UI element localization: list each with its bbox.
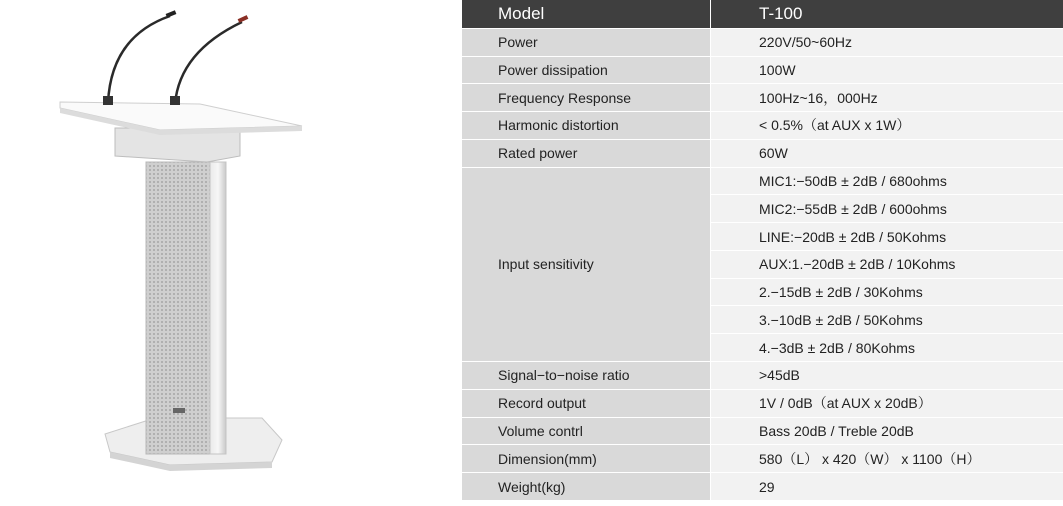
- spec-value: 4.−3dB ± 2dB / 80Kohms: [711, 334, 1063, 362]
- spec-value: 29: [711, 473, 1063, 501]
- table-row: [462, 139, 1063, 167]
- spec-value: 2.−15dB ± 2dB / 30Kohms: [711, 278, 1063, 306]
- header-label: Model: [462, 0, 711, 28]
- spec-value: MIC2:−55dB ± 2dB / 600ohms: [711, 195, 1063, 223]
- table-row: [462, 84, 1063, 112]
- table-row: [462, 56, 1063, 84]
- spec-header-row: [462, 0, 1063, 28]
- table-row: [462, 167, 1063, 195]
- spec-value: < 0.5%（at AUX x 1W）: [711, 112, 1063, 140]
- spec-label: Volume contrl: [462, 417, 711, 445]
- table-row: [462, 445, 1063, 473]
- spec-value: 580（L） x 420（W） x 1100（H）: [711, 445, 1063, 473]
- spec-value: 3.−10dB ± 2dB / 50Kohms: [711, 306, 1063, 334]
- spec-value: 60W: [711, 139, 1063, 167]
- spec-label: Signal−to−noise ratio: [462, 361, 711, 389]
- product-photo: [0, 0, 460, 501]
- spec-value: >45dB: [711, 361, 1063, 389]
- spec-value: LINE:−20dB ± 2dB / 50Kohms: [711, 223, 1063, 251]
- spec-value: 100W: [711, 56, 1063, 84]
- spec-label: Weight(kg): [462, 473, 711, 501]
- spec-value: Bass 20dB / Treble 20dB: [711, 417, 1063, 445]
- table-row: [462, 473, 1063, 501]
- spec-value: 1V / 0dB（at AUX x 20dB）: [711, 389, 1063, 417]
- spec-label: Harmonic distortion: [462, 112, 711, 140]
- spec-label: Dimension(mm): [462, 445, 711, 473]
- table-row: [462, 28, 1063, 56]
- table-row: [462, 361, 1063, 389]
- spec-value: 100Hz~16，000Hz: [711, 84, 1063, 112]
- table-row: [462, 112, 1063, 140]
- table-row: [462, 417, 1063, 445]
- spec-label: Input sensitivity: [462, 167, 711, 361]
- spec-label: Record output: [462, 389, 711, 417]
- spec-label: Power dissipation: [462, 56, 711, 84]
- spec-value: MIC1:−50dB ± 2dB / 680ohms: [711, 167, 1063, 195]
- spec-label: Frequency Response: [462, 84, 711, 112]
- header-value: T-100: [711, 0, 1063, 28]
- spec-table: [462, 0, 1063, 501]
- spec-value: 220V/50~60Hz: [711, 28, 1063, 56]
- spec-value: AUX:1.−20dB ± 2dB / 10Kohms: [711, 250, 1063, 278]
- lectern-illustration: [0, 0, 460, 501]
- spec-label: Power: [462, 28, 711, 56]
- table-row: [462, 389, 1063, 417]
- spec-label: Rated power: [462, 139, 711, 167]
